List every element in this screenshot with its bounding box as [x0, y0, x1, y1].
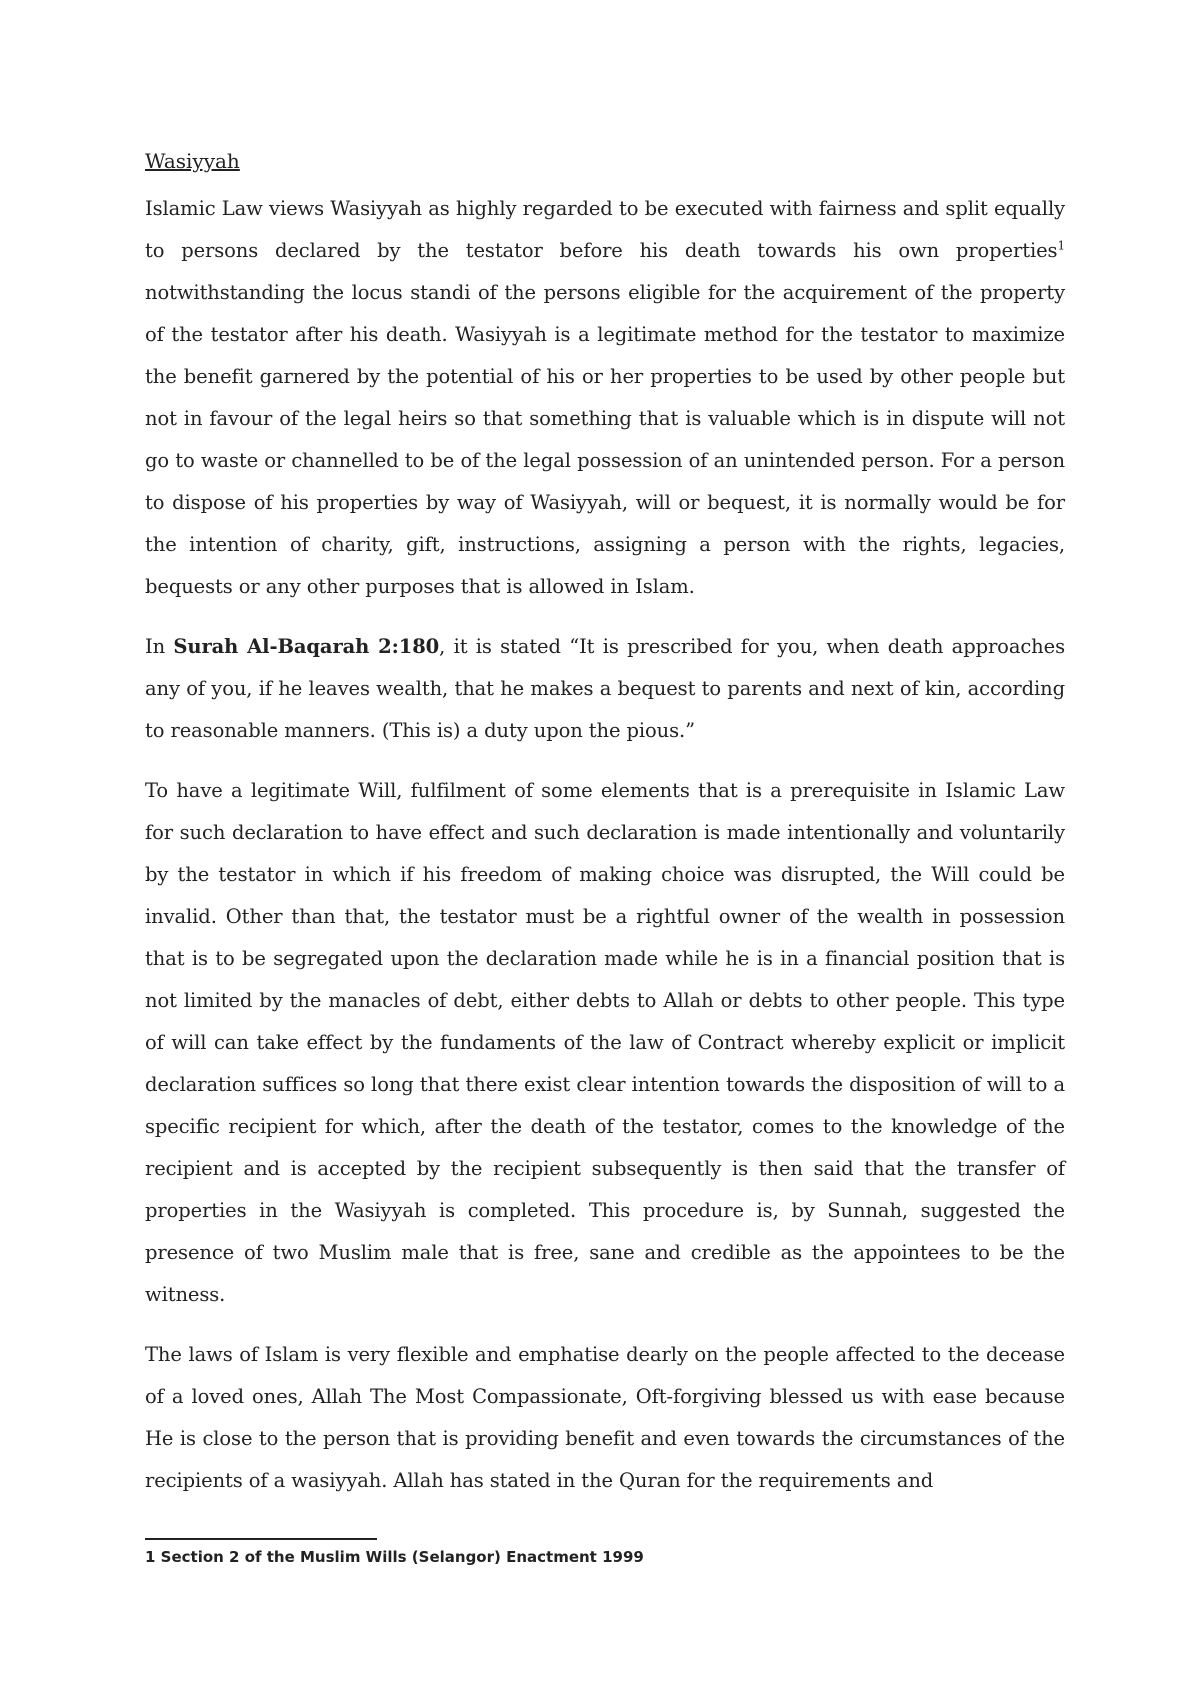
paragraph-intro-text: Islamic Law views Wasiyyah as highly regarded to be executed with fairness and split equally to persons declared by the testator before his death towards his own properties [145, 197, 1065, 262]
citation-text: , it is stated “It is prescribed for you, when death approaches any of you, if he leaves wealth, that he makes a bequest to parents and next of kin, according to reasonable manners. (This is) a duty upon the pious.” [145, 635, 1065, 742]
citation-lead: In [145, 635, 174, 658]
paragraph-intro-tail: notwithstanding the locus standi of the persons eligible for the acquirement of the property of the testator after his death. Wasiyyah is a legitimate method for the testator to maximize the benefit garnered by the potential of his or her properties to be used by other people but not in favour of the legal heirs so that something that is valuable which is in dispute will not go to waste or channelled to be of the legal possession of an unintended person. For a person to dispose of his properties by way of Wasiyyah, will or bequest, it is normally would be for the intention of charity, gift, instructions, assigning a person with the rights, legacies, bequests or any other purposes that is allowed in Islam. [145, 281, 1065, 598]
footnote-text: 1 Section 2 of the Muslim Wills (Selangor) Enactment 1999 [145, 1548, 644, 1566]
paragraph-quran-citation [145, 626, 1065, 752]
document-title: Wasiyyah [145, 149, 240, 173]
surah-citation: Surah Al-Baqarah 2:180 [173, 635, 440, 658]
paragraph-intro [145, 188, 1065, 608]
paragraph-laws-of-islam: The laws of Islam is very flexible and emphatise dearly on the people affected to the decease of a loved ones, Allah The Most Compassionate, Oft-forgiving blessed us with ease because He is close to the person that is providing benefit and even towards the circumstances of the recipients of a wasiyyah. Allah has stated in the Quran for the requirements and [145, 1343, 1065, 1492]
document-body [145, 140, 1065, 1520]
paragraph-legitimate-will: To have a legitimate Will, fulfilment of some elements that is a prerequisite in Islamic Law for such declaration to have effect and such declaration is made intentionally and voluntarily by the testator in which if his freedom of making choice was disrupted, the Will could be invalid. Other than that, the testator must be a rightful owner of the wealth in possession that is to be segregated upon the declaration made while he is in a financial position that is not limited by the manacles of debt, either debts to Allah or debts to other people. This type of will can take effect by the fundaments of the law of Contract whereby explicit or implicit declaration suffices so long that there exist clear intention towards the disposition of will to a specific recipient for which, after the death of the testator, comes to the knowledge of the recipient and is accepted by the recipient subsequently is then said that the transfer of properties in the Wasiyyah is completed. This procedure is, by Sunnah, suggested the presence of two Muslim male that is free, sane and credible as the appointees to be the witness. [145, 779, 1065, 1306]
footnote-reference[interactable]: 1 [1057, 238, 1065, 253]
footnote-divider [145, 1538, 377, 1540]
